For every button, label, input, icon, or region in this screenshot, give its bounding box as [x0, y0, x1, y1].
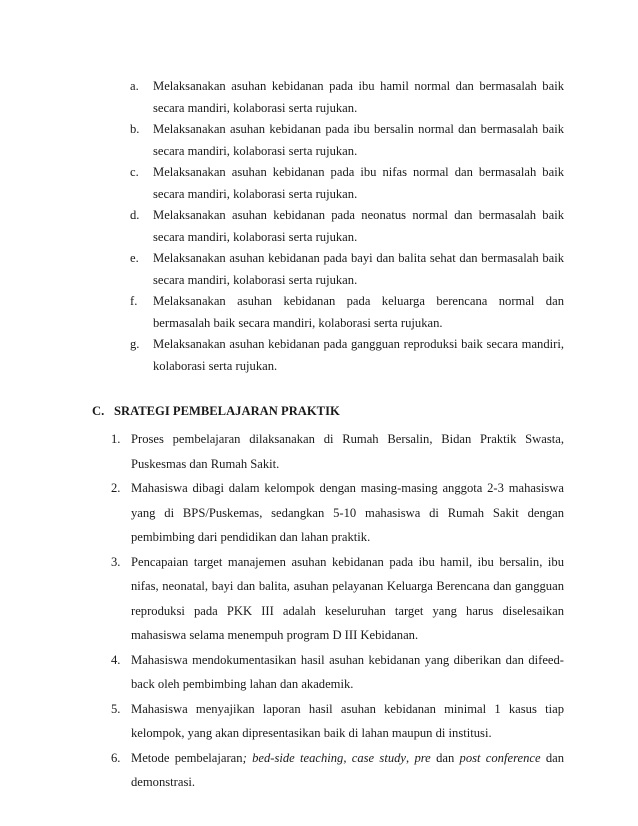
list-item [130, 76, 564, 119]
list-item [111, 697, 564, 746]
method-pre: pre [414, 750, 431, 765]
list-item-text: Mahasiswa mendokumentasikan hasil asuhan kebidanan yang diberikan dan difeed-back oleh pembimbing lahan dan akademik. [131, 652, 564, 691]
method-bedside-case: bed-side teaching, case study [252, 750, 407, 765]
list-item-text: Melaksanakan asuhan kebidanan pada ibu nifas normal dan bermasalah baik secara mandiri, kolaborasi serta rujukan. [153, 165, 564, 201]
list-marker: 4. [111, 652, 121, 667]
list-item-text: Melaksanakan asuhan kebidanan pada bayi dan balita sehat dan bermasalah baik secara mandiri, kolaborasi serta rujukan. [153, 251, 564, 287]
list-marker: c. [130, 165, 139, 179]
list-item [130, 205, 564, 248]
list-marker: 3. [111, 554, 121, 569]
list-item-text [131, 751, 564, 790]
section-strategy [92, 400, 564, 795]
list-item [111, 648, 564, 697]
list-item-text: Pencapaian target manajemen asuhan kebidanan pada ibu hamil, ibu bersalin, ibu nifas, neonatal, bayi dan balita, asuhan pelayanan Keluarga Berencana dan gangguan reproduksi pada PKK III adalah keseluruhan target yang harus diselesaikan mahasiswa selama menempuh program D III Kebidanan. [131, 554, 564, 642]
list-item [111, 746, 564, 795]
semicolon: ; [242, 750, 247, 765]
method-ending: dan demonstrasi. [131, 750, 565, 789]
list-item [130, 291, 564, 334]
list-marker: 6. [111, 750, 121, 765]
list-item-text: Proses pembelajaran dilaksanakan di Rumah Bersalin, Bidan Praktik Swasta, Puskesmas dan Rumah Sakit. [131, 432, 564, 471]
list-item-text: Melaksanakan asuhan kebidanan pada neonatus normal dan bermasalah baik secara mandiri, kolaborasi serta rujukan. [153, 208, 564, 244]
list-marker: 5. [111, 701, 121, 716]
list-marker: a. [130, 79, 139, 93]
section-title: SRATEGI PEMBELAJARAN PRAKTIK [114, 404, 340, 418]
list-item [111, 427, 564, 476]
list-item [130, 248, 564, 291]
list-item-text: Melaksanakan asuhan kebidanan pada ibu bersalin normal dan bermasalah baik secara mandiri, kolaborasi serta rujukan. [153, 122, 564, 158]
list-item [111, 550, 564, 648]
list-item-text: Mahasiswa menyajikan laporan hasil asuhan kebidanan minimal 1 kasus tiap kelompok, yang akan dipresentasikan baik di lahan maupun di institusi. [131, 701, 564, 740]
section-letter: C. [92, 404, 105, 418]
list-item [111, 476, 564, 550]
method-intro: Metode pembelajaran [131, 750, 243, 765]
strategy-list [92, 427, 564, 795]
list-item [130, 162, 564, 205]
section-heading [92, 400, 564, 422]
list-item-text: Melaksanakan asuhan kebidanan pada keluarga berencana normal dan bermasalah baik secara mandiri, kolaborasi serta rujukan. [153, 294, 564, 330]
list-item [130, 334, 564, 377]
list-marker: d. [130, 208, 140, 222]
list-marker: e. [130, 251, 139, 265]
conjunction: dan [436, 750, 455, 765]
list-item-text: Mahasiswa dibagi dalam kelompok dengan masing-masing anggota 2-3 mahasiswa yang di BPS/Puskemas, sedangkan 5-10 mahasiswa di Rumah Sakit dengan pembimbing dari pendidikan dan lahan praktik. [131, 481, 564, 544]
list-marker: b. [130, 122, 140, 136]
comma: , [406, 750, 410, 765]
list-marker: g. [130, 337, 140, 351]
list-item-text: Melaksanakan asuhan kebidanan pada ibu hamil normal dan bermasalah baik secara mandiri, kolaborasi serta rujukan. [153, 79, 564, 115]
list-item [130, 119, 564, 162]
list-marker: 1. [111, 432, 121, 446]
sub-objectives-list [130, 76, 564, 377]
list-item-text: Melaksanakan asuhan kebidanan pada gangguan reproduksi baik secara mandiri, kolaborasi serta rujukan. [153, 337, 564, 373]
list-marker: f. [130, 294, 138, 308]
list-marker: 2. [111, 481, 121, 495]
method-post-conference: post conference [459, 750, 541, 765]
